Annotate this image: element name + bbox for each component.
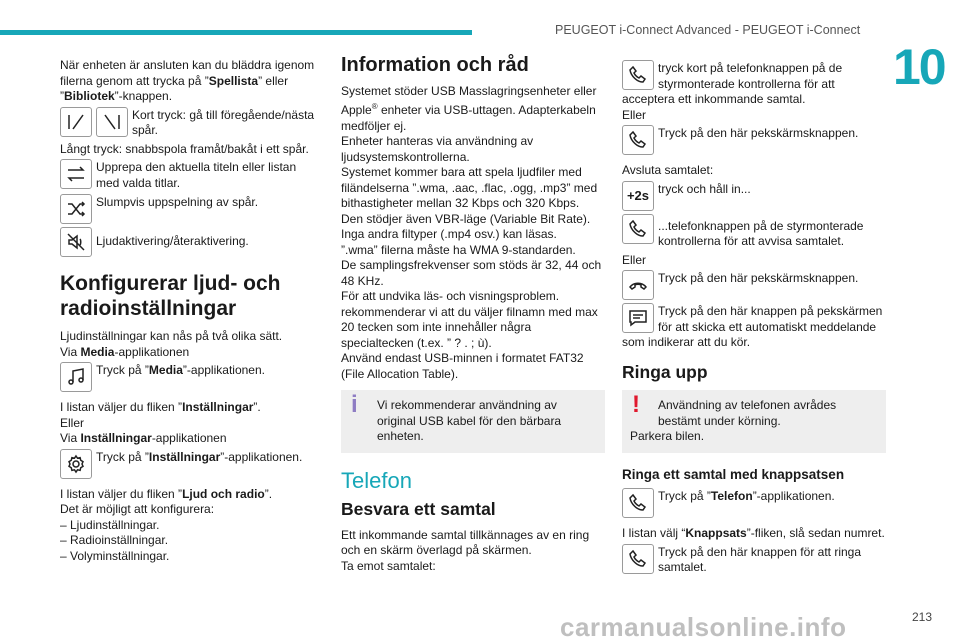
- skip-text: Kort tryck: gå till föregående/nästa spår.: [132, 107, 315, 137]
- end-call-text: Avsluta samtalet:: [622, 163, 714, 177]
- configure-text: Det är möjligt att konfigurera:: [60, 502, 215, 516]
- sms-text-b: som indikerar att du kör.: [622, 335, 751, 349]
- info-box: [341, 390, 605, 453]
- info-p2: Enheter hanteras via användning av ljudsystemskontrollerna.: [341, 134, 534, 164]
- touch-row-1: [622, 125, 886, 155]
- tap-phone-text: Tryck på ”Telefon”-applikationen.: [658, 489, 835, 503]
- hold-2s-icon: +2s: [622, 181, 654, 211]
- info-p4: Den stödjer även VBR-läge (Variable Bit Rate).: [341, 211, 591, 226]
- info-box-text: Vi rekommenderar användning av original USB kabel för den bärbara enheten.: [377, 398, 562, 443]
- media-row: [60, 362, 318, 392]
- settings-row: [60, 449, 318, 479]
- info-icon: i: [351, 391, 358, 418]
- warning-text-2: Parkera bilen.: [630, 429, 705, 443]
- call-text: Tryck på den här knappen för att ringa samtalet.: [658, 544, 862, 574]
- info-p1: Systemet stöder USB Masslagringsenheter eller Apple® enheter via USB-uttagen. Adapterkabeln medföljer ej.: [341, 83, 597, 133]
- gear-icon: [60, 449, 92, 479]
- column-3: [622, 58, 886, 579]
- shuffle-icon: [60, 194, 92, 224]
- answer-call-heading: Besvara ett samtal: [341, 499, 496, 519]
- info-p8: För att undvika läs- och visningsproblem. rekommenderar vi att du väljer filnamn med max 20 tecken som inte innehåller några specialtecken (t.ex. ” ? . ; ù).: [341, 289, 598, 350]
- touch-row-2: [622, 270, 886, 300]
- hold-text: tryck och håll in...: [658, 181, 751, 196]
- via-settings: Via Inställningar-applikationen: [60, 431, 227, 445]
- config-item: – Volyminställningar.: [60, 548, 170, 563]
- warning-text: Användning av telefonen avrådes bestämt under körning.: [658, 398, 837, 428]
- warning-box: [622, 390, 886, 453]
- reject-row: [622, 214, 886, 250]
- steering-text-a: tryck kort på telefonknappen på de styrmonterade kontrollerna för att: [658, 61, 843, 91]
- list-tab-audio: I listan väljer du fliken ”Ljud och radio”.: [60, 486, 273, 501]
- audio-p1: Ljudinställningar kan nås på två olika sätt.: [60, 329, 283, 343]
- header-title: PEUGEOT i-Connect Advanced - PEUGEOT i-Connect: [555, 23, 861, 37]
- repeat-row: [60, 159, 318, 191]
- touch-text-2: Tryck på den här pekskärmsknappen.: [658, 271, 859, 285]
- browse-intro: När enheten är ansluten kan du bläddra igenom filerna genom att trycka på ”Spellista” eller ”Bibliotek”-knappen.: [60, 58, 315, 103]
- repeat-icon: [60, 159, 92, 189]
- call-row: [622, 544, 886, 576]
- telefon-heading: Telefon: [341, 467, 412, 493]
- previous-track-icon: [60, 107, 92, 137]
- shuffle-row: [60, 194, 318, 224]
- page-number: 213: [912, 610, 933, 624]
- info-p3: Systemet kommer bara att spela ljudfiler med filändelserna ”.wma, .aac, .flac, .ogg, .mp3” med bithastigheter mellan 32 Kbps och 320 Kbps.: [341, 165, 598, 210]
- hold-row: [622, 181, 886, 211]
- column-2: [341, 54, 605, 574]
- steering-row: [622, 60, 886, 92]
- mute-text: Ljudaktivering/återaktivering.: [96, 234, 249, 248]
- config-item: – Radioinställningar.: [60, 533, 169, 547]
- touch-text-1: Tryck på den här pekskärmsknappen.: [658, 126, 859, 140]
- keypad-heading: Ringa ett samtal med knappsatsen: [622, 466, 845, 482]
- chapter-number: 10: [893, 39, 945, 95]
- info-p7: De samplingsfrekvenser som stöds är 32, 44 och 48 KHz.: [341, 258, 602, 288]
- phone-icon: [622, 214, 654, 244]
- next-track-icon: [96, 107, 128, 137]
- hangup-icon: [622, 270, 654, 300]
- config-item: – Ljudinställningar.: [60, 517, 160, 532]
- list-tab-settings: I listan väljer du fliken ”Inställningar”.: [60, 400, 261, 414]
- mute-icon: [60, 227, 92, 257]
- phone-icon: [622, 60, 654, 90]
- info-heading: Information och råd: [341, 54, 529, 76]
- long-press-text: Långt tryck: snabbspola framåt/bakåt i ett spår.: [60, 141, 309, 156]
- shuffle-text: Slumpvis uppspelning av spår.: [96, 195, 259, 209]
- or-text: Eller: [622, 107, 647, 122]
- info-p6: ”.wma” filerna måste ha WMA 9-standarden.: [341, 242, 576, 257]
- via-media: Via Media-applikationen: [60, 344, 190, 359]
- sms-row: [622, 303, 886, 335]
- warning-icon: !: [632, 391, 640, 418]
- answer-p1: Ett inkommande samtal tillkännages av en ring och en skärm överlagd på skärmen.: [341, 527, 590, 557]
- keypad-text: I listan välj “Knappsats”-fliken, slå sedan numret.: [622, 526, 885, 540]
- skip-row: [60, 107, 318, 139]
- or-text: Eller: [60, 415, 85, 430]
- or-text: Eller: [622, 252, 647, 267]
- tap-media-text: Tryck på ”Media”-applikationen.: [96, 363, 265, 377]
- repeat-text: Upprepa den aktuella titeln eller listan med valda titlar.: [96, 160, 297, 190]
- phone-icon: [622, 125, 654, 155]
- steering-text-b: acceptera ett inkommande samtal.: [622, 92, 806, 106]
- watermark: carmanualsonline.info: [560, 612, 847, 640]
- mute-row: [60, 227, 318, 257]
- ringa-upp-heading: Ringa upp: [622, 361, 708, 382]
- header-accent-bar: [0, 30, 472, 35]
- phone-app-row: [622, 488, 886, 518]
- reject-text: ...telefonknappen på de styrmonterade kontrollerna för att avvisa samtalet.: [658, 218, 864, 248]
- answer-p2: Ta emot samtalet:: [341, 558, 436, 573]
- phone-icon: [622, 544, 654, 574]
- sms-text-a: Tryck på den här knappen på pekskärmen för att skicka ett automatiskt meddelande: [658, 304, 883, 334]
- info-p5: Inga andra filtyper (.mp4 osv.) kan läsas.: [341, 227, 557, 241]
- music-note-icon: [60, 362, 92, 392]
- info-p9: Använd endast USB-minnen i formatet FAT32 (File Allocation Table).: [341, 351, 584, 381]
- tap-settings-text: Tryck på ”Inställningar”-applikationen.: [96, 449, 303, 464]
- message-icon: [622, 303, 654, 333]
- phone-icon: [622, 488, 654, 518]
- audio-settings-heading: Konfigurerar ljud- och radioinställningar: [60, 272, 281, 320]
- column-1: [60, 58, 318, 564]
